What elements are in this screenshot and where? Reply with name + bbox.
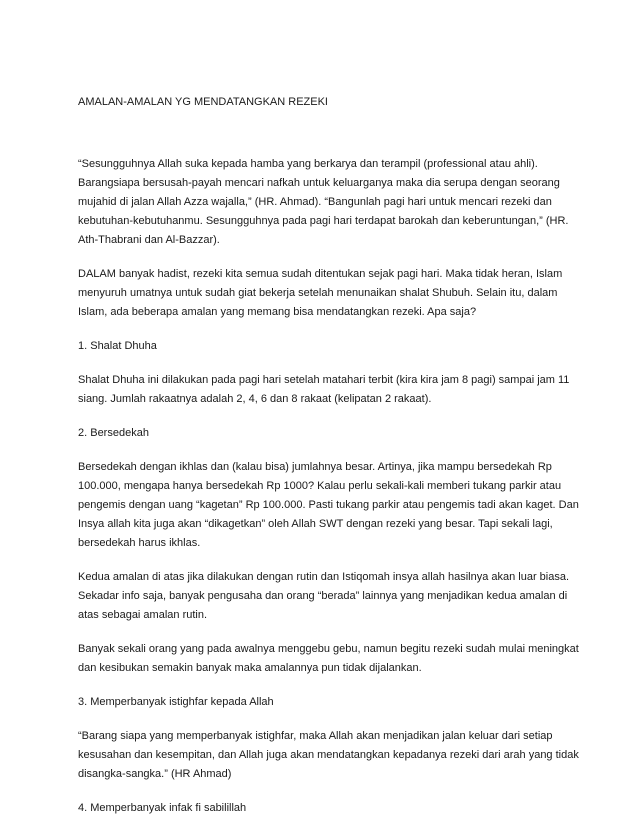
document-title: AMALAN-AMALAN YG MENDATANGKAN REZEKI: [78, 96, 328, 108]
section-heading-infak: 4. Memperbanyak infak fi sabilillah: [78, 802, 247, 814]
paragraph-kedua-amalan: Kedua amalan di atas jika dilakukan dengan rutin dan Istiqomah insya allah hasilnya akan luar biasa. Sekadar info saja, banyak pengusaha dan orang “berada” lainnya yang menjadikan kedua amalan di atas sebagai amalan rutin.: [78, 571, 570, 621]
document-body: [78, 155, 586, 818]
section-heading-shalat-dhuha: 1. Shalat Dhuha: [78, 340, 157, 352]
paragraph-istighfar: “Barang siapa yang memperbanyak istighfar, maka Allah akan menjadikan jalan keluar dari setiap kesusahan dan kesempitan, dan Allah juga akan mendatangkan kepadanya rezeki dari arah yang tidak disangka-sangka.” (HR Ahmad): [78, 730, 579, 780]
paragraph-banyak-sekali: Banyak sekali orang yang pada awalnya menggebu gebu, namun begitu rezeki sudah mulai meningkat dan kesibukan semakin banyak maka amalannya pun tidak dijalankan.: [78, 643, 579, 674]
paragraph-intro-hadith: “Sesungguhnya Allah suka kepada hamba yang berkarya dan terampil (professional atau ahli). Barangsiapa bersusah-payah mencari nafkah untuk keluarganya maka dia serupa dengan seorang mujahid di jalan Allah Azza wajalla,” (HR. Ahmad). “Bangunlah pagi hari untuk mencari rezeki dan kebutuhan-kebutuhanmu. Sesungguhnya pada pagi hari terdapat barokah dan keberuntungan,” (HR. Ath-Thabrani dan Al-Bazzar).: [78, 158, 569, 246]
paragraph-shalat-dhuha: Shalat Dhuha ini dilakukan pada pagi hari setelah matahari terbit (kira kira jam 8 pagi) sampai jam 11 siang. Jumlah rakaatnya adalah 2, 4, 6 dan 8 rakaat (kelipatan 2 rakaat).: [78, 374, 570, 405]
section-heading-istighfar: 3. Memperbanyak istighfar kepada Allah: [78, 696, 274, 708]
paragraph-bersedekah: Bersedekah dengan ikhlas dan (kalau bisa) jumlahnya besar. Artinya, jika mampu bersedekah Rp 100.000, mengapa hanya bersedekah Rp 1000? Kalau perlu sekali-kali memberi tukang parkir atau pengemis dengan uang “kagetan” Rp 100.000. Pasti tukang parkir atau pengemis tadi akan kaget. Dan Insya allah kita juga akan “dikagetkan” oleh Allah SWT dengan rezeki yang besar. Tapi sekali lagi, bersedekah harus ikhlas.: [78, 461, 579, 549]
section-heading-bersedekah: 2. Bersedekah: [78, 427, 149, 439]
paragraph-intro: DALAM banyak hadist, rezeki kita semua sudah ditentukan sejak pagi hari. Maka tidak heran, Islam menyuruh umatnya untuk sudah giat bekerja setelah menunaikan shalat Shubuh. Selain itu, dalam Islam, ada beberapa amalan yang memang bisa mendatangkan rezeki. Apa saja?: [78, 268, 563, 318]
